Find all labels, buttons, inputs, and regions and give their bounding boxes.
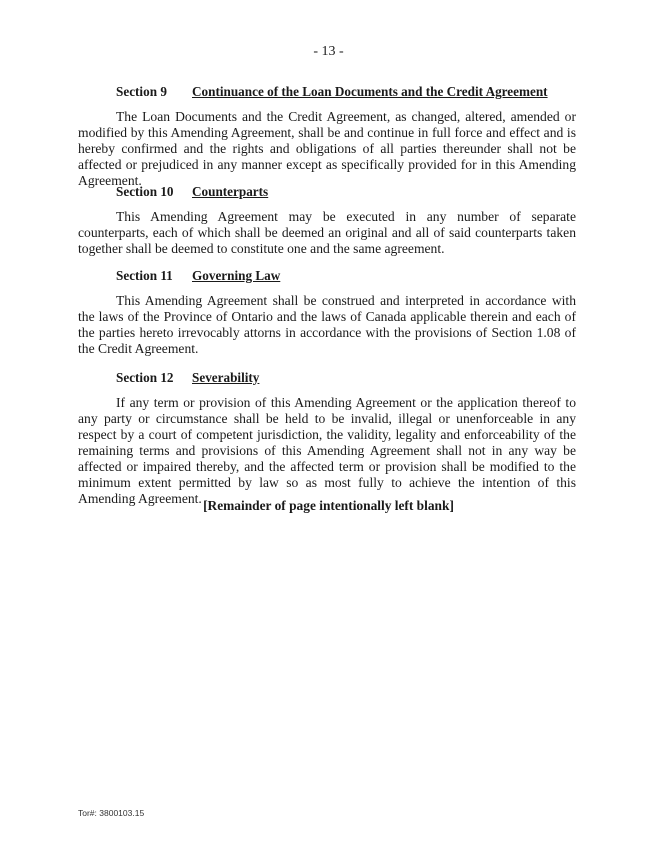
- section-title: Continuance of the Loan Documents and the Credit Agreement: [192, 84, 548, 99]
- remainder-note: [Remainder of page intentionally left blank]: [203, 498, 454, 513]
- page-number: - 13 -: [313, 44, 344, 59]
- section-body: The Loan Documents and the Credit Agreement, as changed, altered, amended or modified by this Amending Agreement, shall be and continue in full force and effect and is hereby confirmed and the rights and obligations of all parties thereunder shall not be affected or prejudiced in any manner except as specifically provided for in this Amending Agreement.: [78, 109, 576, 188]
- section-number: Section 9: [116, 84, 167, 99]
- section-heading: [78, 370, 576, 386]
- section-9: [78, 84, 576, 189]
- section-number: Section 12: [116, 370, 174, 385]
- document-reference: Tor#: 3800103.15: [78, 808, 145, 818]
- section-10: [78, 184, 576, 257]
- section-body: If any term or provision of this Amending Agreement or the application thereof to any party or circumstance shall be held to be invalid, illegal or unenforceable in any respect by a court of competent jurisdiction, the validity, legality and enforceability of the remaining terms and provisions of this Amending Agreement shall not in any way be affected or impaired thereby, and the affected term or provision shall be modified to the minimum extent permitted by law so as most fully to achieve the intention of this Amending Agreement.: [78, 395, 576, 506]
- section-12: [78, 370, 576, 507]
- section-heading: [78, 184, 576, 200]
- section-title: Severability: [192, 370, 260, 385]
- section-title: Counterparts: [192, 184, 269, 199]
- section-11: [78, 268, 576, 357]
- section-body: This Amending Agreement may be executed in any number of separate counterparts, each of which shall be deemed an original and all of said counterparts taken together shall be deemed to constitute one and the same agreement.: [78, 209, 576, 256]
- section-heading: [78, 84, 576, 100]
- section-number: Section 11: [116, 268, 173, 283]
- section-number: Section 10: [116, 184, 174, 199]
- section-title: Governing Law: [192, 268, 281, 283]
- section-heading: [78, 268, 576, 284]
- section-body: This Amending Agreement shall be construed and interpreted in accordance with the laws of the Province of Ontario and the laws of Canada applicable therein and each of the parties hereto irrevocably attorns in accordance with the provisions of Section 1.08 of the Credit Agreement.: [78, 293, 576, 356]
